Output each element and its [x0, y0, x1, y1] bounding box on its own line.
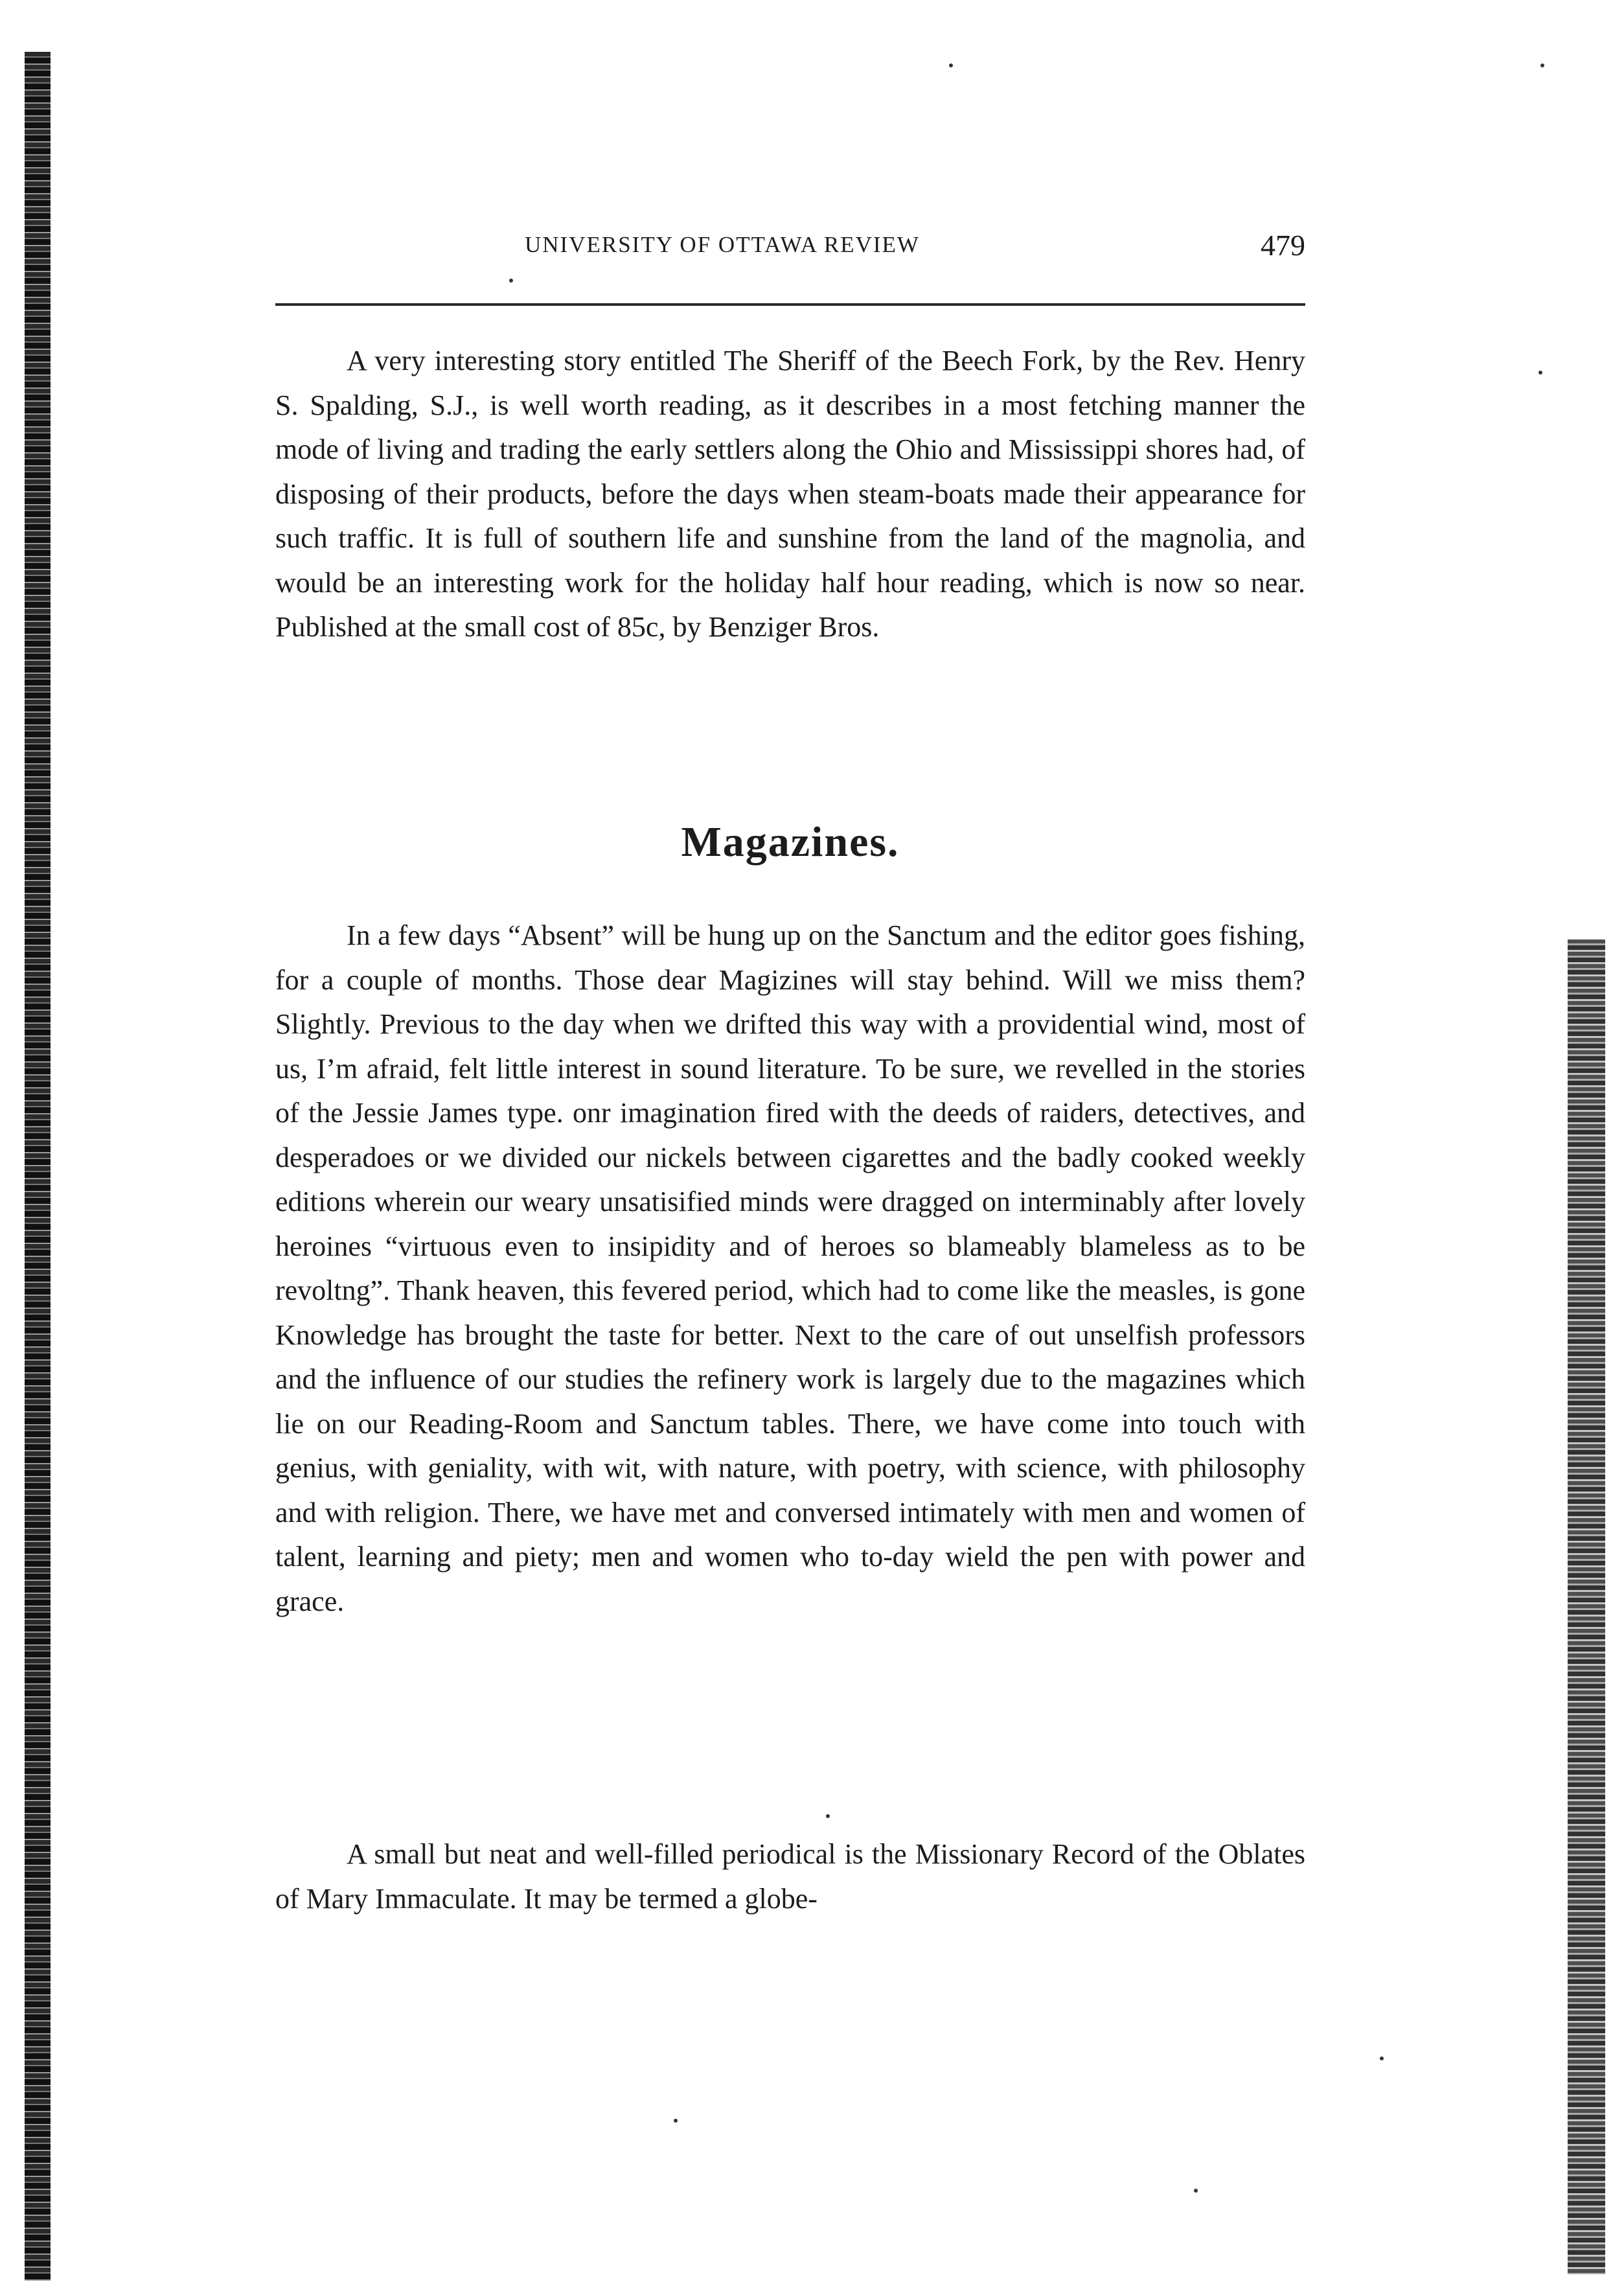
- scan-shadow-right: [1568, 939, 1605, 2274]
- scan-speck: [949, 63, 953, 67]
- scan-speck: [674, 2119, 678, 2123]
- magazines-section: [275, 914, 1305, 1624]
- header-rule: [275, 303, 1305, 306]
- scan-speck: [1380, 2057, 1384, 2060]
- scan-speck: [1540, 63, 1544, 67]
- magazines-section-continued: [275, 1832, 1305, 1921]
- scan-speck: [1538, 371, 1542, 374]
- review-paragraph: A very interesting story entitled The Sheriff of the Beech Fork, by the Rev. Henry S. Spalding, S.J., is well worth reading, as it describes in a most fetching manner the mode of living and trading the early settlers along the Ohio and Mississippi shores had, of disposing of their products, before the days when steam-boats made their appearance for such traffic. It is full of southern life and sunshine from the land of the magnolia, and would be an interesting work for the holiday half hour reading, which is now so near. Published at the small cost of 85c, by Benziger Bros.: [275, 345, 1305, 643]
- review-section: [275, 339, 1305, 650]
- running-head: [275, 229, 1305, 271]
- section-heading-magazines: Magazines.: [681, 818, 900, 866]
- scan-speck: [1194, 2189, 1198, 2193]
- magazines-paragraph-1: In a few days “Absent” will be hung up on the Sanctum and the editor goes fishing, for a couple of months. Those dear Magizines will stay behind. Will we miss them? Slightly. Previous to the day when we drifted this way with a providential wind, most of us, I’m afraid, felt little interest in sound literature. To be sure, we revelled in the stories of the Jessie James type. onr imagination fired with the deeds of raiders, detectives, and desperadoes or we divided our nickels between cigarettes and the badly cooked weekly editions wherein our weary unsatisified minds were dragged on interminably after lovely heroines “virtuous even to insipidity and of heroes so blameably blameless as to be revoltng”. Thank heaven, this fevered period, which had to come like the measles, is gone Knowledge has brought the taste for better. Next to the care of out unselfish professors and the influence of our studies the refinery work is largely due to the magazines which lie on our Reading-Room and Sanctum tables. There, we have come into touch with genius, with geniality, with wit, with nature, with poetry, with science, with philosophy and with religion. There, we have met and conversed intimately with men and women of talent, learning and piety; men and women who to-day wield the pen with power and grace.: [275, 919, 1305, 1617]
- scan-speck: [509, 279, 513, 282]
- scan-shadow-left: [25, 52, 51, 2281]
- running-title: UNIVERSITY OF OTTAWA REVIEW: [525, 232, 920, 257]
- magazines-paragraph-2: A small but neat and well-filled periodical is the Missionary Record of the Oblates of Mary Immaculate. It may be termed a globe-: [275, 1838, 1305, 1915]
- scan-speck: [826, 1814, 830, 1818]
- page-number: 479: [1261, 229, 1305, 262]
